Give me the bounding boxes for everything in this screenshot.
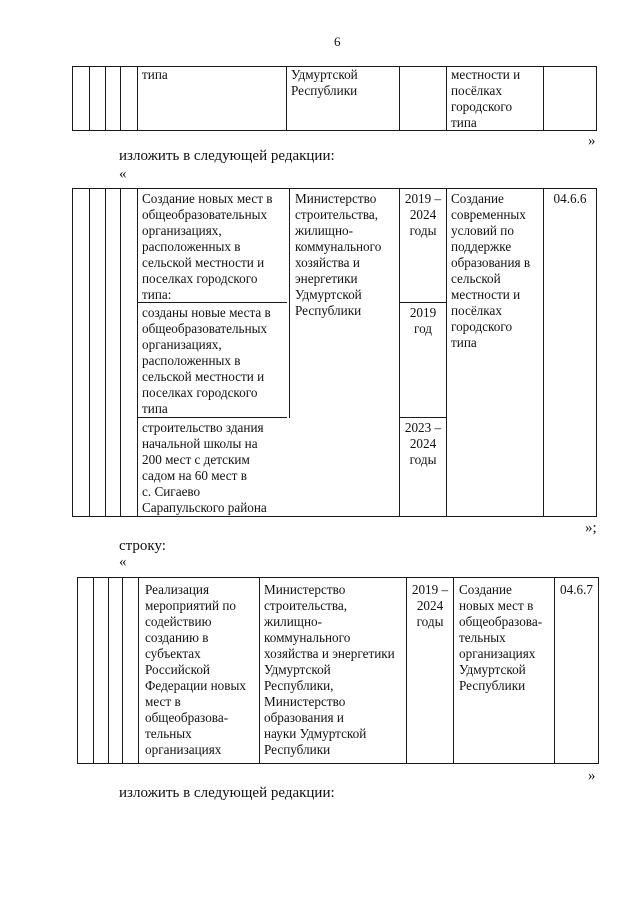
cell-ministry: Министерство строительства, жилищно- коммунального хозяйства и энергетики Удмуртской Республики, Министерство образования и науки Удмуртской Республики	[264, 582, 395, 757]
table-border	[543, 188, 544, 517]
table-border	[399, 417, 447, 418]
table-border	[138, 577, 139, 764]
table-border	[289, 188, 290, 418]
table-border	[137, 417, 287, 418]
table-border	[77, 577, 78, 764]
cell-name: типа	[142, 67, 168, 82]
cell-code: 04.6.6	[553, 191, 587, 206]
table-border	[108, 577, 109, 764]
cell-result: местности и посёлках городского типа	[451, 67, 521, 130]
table-border	[446, 188, 447, 517]
table-border	[77, 577, 598, 578]
opening-quote: «	[119, 554, 127, 570]
cell-years-2: 2019 год	[409, 305, 437, 336]
table-border	[137, 66, 138, 131]
closing-quote: »	[588, 768, 596, 784]
cell-years-1: 2019 – 2024 годы	[404, 191, 442, 238]
opening-quote: «	[119, 166, 127, 182]
table-border	[543, 66, 544, 131]
instruction-text: строку:	[119, 538, 166, 554]
cell-ministry: Удмуртской Республики	[291, 67, 358, 98]
table-border	[286, 66, 287, 131]
table-border	[598, 577, 599, 764]
table-border	[122, 577, 123, 764]
table-border	[89, 66, 90, 131]
table-border	[399, 302, 447, 303]
table-border	[259, 577, 260, 764]
table-border	[399, 66, 400, 131]
cell-ministry: Министерство строительства, жилищно- коммунального хозяйства и энергетики Удмуртской Республики	[295, 191, 382, 318]
table-border	[596, 66, 597, 131]
instruction-text: изложить в следующей редакции:	[119, 148, 335, 164]
closing-quote: »;	[585, 520, 597, 536]
cell-result: Создание современных условий по поддержке образования в сельской местности и посёлках городского типа	[451, 191, 531, 350]
instruction-text: изложить в следующей редакции:	[119, 785, 335, 801]
table-border	[72, 188, 73, 517]
cell-code: 04.6.7	[560, 582, 593, 597]
page-number: 6	[334, 34, 341, 49]
table-border	[120, 66, 121, 131]
table-border	[120, 188, 121, 517]
table-border	[596, 188, 597, 517]
cell-years-3: 2023 – 2024 годы	[404, 420, 442, 467]
cell-name-2: созданы новые места в общеобразовательных организациях, расположенных в сельской местности и поселках городского типа	[142, 305, 271, 416]
table-border	[72, 516, 596, 517]
table-border	[105, 66, 106, 131]
table-border	[89, 188, 90, 517]
cell-years: 2019 – 2024 годы	[411, 582, 449, 629]
table-border	[137, 188, 138, 517]
cell-name: Реализация мероприятий по содействию созданию в субъектах Российской Федерации новых мест в общеобразова- тельных организациях	[145, 582, 246, 757]
cell-result: Создание новых мест в общеобразова- тельных организациях Удмуртской Республики	[459, 582, 543, 693]
table-border	[93, 577, 94, 764]
table-border	[453, 577, 454, 764]
closing-quote: »	[588, 133, 596, 149]
table-border	[554, 577, 555, 764]
table-border	[105, 188, 106, 517]
table-border	[72, 66, 73, 131]
cell-name-1: Создание новых мест в общеобразовательных организациях, расположенных в сельской местности и поселках городского типа:	[142, 191, 273, 302]
table-border	[77, 763, 598, 764]
table-border	[72, 188, 596, 189]
cell-name-3: строительство здания начальной школы на 200 мест с детским садом на 60 мест в с. Сигаево Сарапульского района	[142, 420, 267, 515]
table-border	[446, 66, 447, 131]
